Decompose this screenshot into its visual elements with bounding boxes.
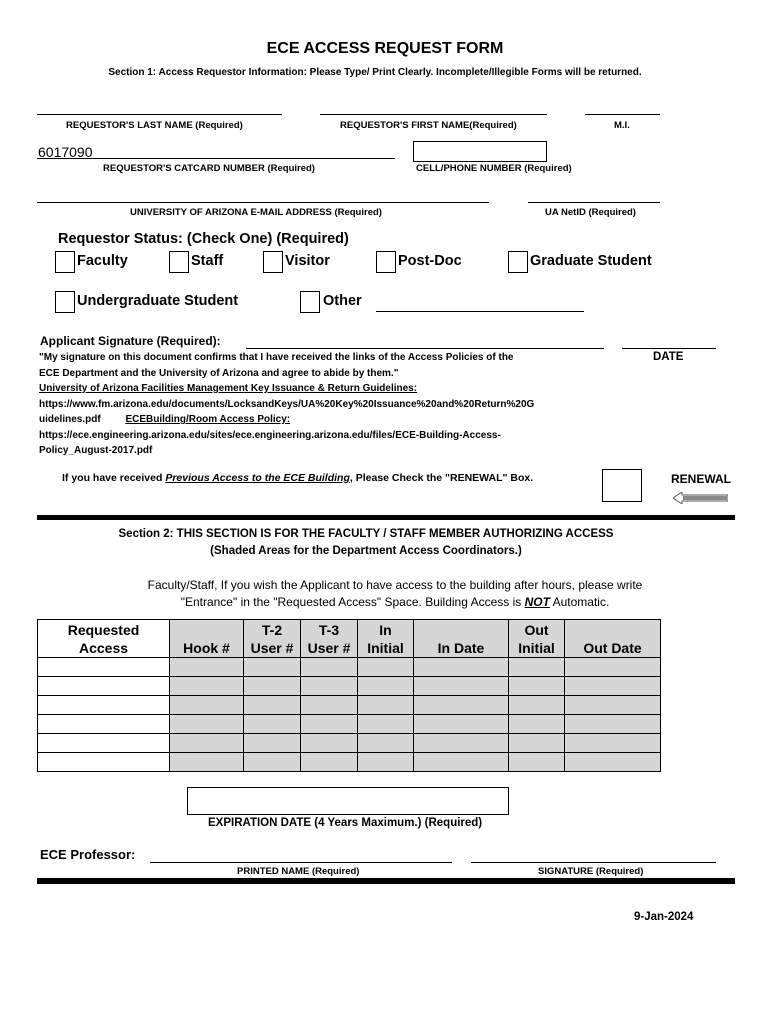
header-t3-user: T-3 User #: [301, 620, 358, 658]
date-field[interactable]: [622, 348, 716, 349]
staff-checkbox[interactable]: [169, 251, 189, 273]
signature-statement-line-1: "My signature on this document confirms that I have received the links of the Access Policies of the: [39, 352, 514, 363]
undergraduate-student-checkbox[interactable]: [55, 291, 75, 313]
header-in-initial: In Initial: [358, 620, 414, 658]
not-emphasis: NOT: [524, 595, 550, 609]
catcard-label: REQUESTOR'S CATCARD NUMBER (Required): [103, 163, 315, 174]
header-requested-access: Requested Access: [38, 620, 170, 658]
table-row: [38, 696, 661, 715]
fm-guidelines-title: University of Arizona Facilities Management Key Issuance & Return Guidelines:: [39, 383, 418, 394]
bottom-divider: [37, 878, 735, 884]
section2-heading: Section 2: THIS SECTION IS FOR THE FACULTY / STAFF MEMBER AUTHORIZING ACCESS: [118, 528, 614, 540]
other-field[interactable]: [376, 311, 584, 312]
arrow-icon: [673, 491, 728, 509]
expiration-date-field[interactable]: [187, 787, 509, 815]
faculty-label: Faculty: [77, 253, 128, 269]
previous-access-link: Previous Access to the ECE Building: [165, 472, 350, 484]
postdoc-checkbox[interactable]: [376, 251, 396, 273]
header-hook: Hook #: [170, 620, 244, 658]
table-row: [38, 715, 661, 734]
form-title: ECE ACCESS REQUEST FORM: [266, 40, 504, 57]
requested-access-cell[interactable]: [38, 753, 170, 772]
table-row: [38, 658, 661, 677]
table-row: [38, 734, 661, 753]
fm-guidelines-url-1[interactable]: https://www.fm.arizona.edu/documents/LocksandKeys/UA%20Key%20Issuance%20and%20Return%20G: [39, 398, 535, 410]
requested-access-cell[interactable]: [38, 734, 170, 753]
netid-field[interactable]: [528, 186, 660, 202]
printed-name-label: PRINTED NAME (Required): [237, 866, 360, 877]
other-checkbox[interactable]: [300, 291, 320, 313]
last-name-field[interactable]: [37, 98, 282, 114]
ece-policy-url-2[interactable]: Policy_August-2017.pdf: [39, 445, 153, 456]
postdoc-label: Post-Doc: [398, 253, 462, 269]
phone-field[interactable]: [413, 141, 547, 162]
expiration-date-label: EXPIRATION DATE (4 Years Maximum.) (Required): [208, 817, 483, 829]
fm-guidelines-url-2[interactable]: uidelines.pdf: [39, 414, 101, 425]
signature-statement-line-2: ECE Department and the University of Arizona and agree to abide by them.": [39, 367, 399, 379]
applicant-signature-field[interactable]: [246, 348, 604, 349]
section2-instruction-1: Faculty/Staff, If you wish the Applicant to have access to the building after hours, please write: [147, 578, 643, 592]
renewal-checkbox[interactable]: [602, 469, 642, 502]
mi-label: M.I.: [614, 120, 630, 131]
header-out-initial: Out Initial: [509, 620, 565, 658]
mi-field[interactable]: [585, 98, 660, 114]
professor-signature-label: SIGNATURE (Required): [538, 866, 644, 877]
email-label: UNIVERSITY OF ARIZONA E-MAIL ADDRESS (Required): [130, 207, 382, 218]
access-table: [37, 619, 661, 772]
other-label: Other: [323, 293, 362, 309]
netid-label: UA NetID (Required): [545, 207, 636, 218]
section2-instruction-2b: Automatic.: [549, 595, 610, 609]
visitor-label: Visitor: [285, 253, 330, 269]
requested-access-cell[interactable]: [38, 715, 170, 734]
renewal-suffix: , Please Check the "RENEWAL" Box.: [349, 472, 534, 484]
requested-access-cell[interactable]: [38, 696, 170, 715]
ece-policy-url-1[interactable]: https://ece.engineering.arizona.edu/sites/ece.engineering.arizona.edu/files/ECE-Building-Access-: [39, 429, 501, 441]
header-in-date: In Date: [414, 620, 509, 658]
requested-access-cell[interactable]: [38, 658, 170, 677]
first-name-field[interactable]: [320, 98, 547, 114]
footer-date: 9-Jan-2024: [634, 911, 694, 923]
section2-instruction-2a: "Entrance" in the "Requested Access" Space. Building Access is: [180, 595, 525, 609]
applicant-signature-label: Applicant Signature (Required):: [40, 334, 221, 348]
section-divider: [37, 515, 735, 520]
first-name-label: REQUESTOR'S FIRST NAME(Required): [340, 120, 517, 131]
professor-signature-field[interactable]: [471, 862, 716, 863]
section2-subheading: (Shaded Areas for the Department Access Coordinators.): [210, 545, 522, 557]
graduate-student-label: Graduate Student: [530, 253, 652, 269]
section1-heading: Section 1: Access Requestor Information: Please Type/ Print Clearly. Incomplete/Illegible Forms will be returned.: [108, 67, 642, 78]
graduate-student-checkbox[interactable]: [508, 251, 528, 273]
ece-professor-label: ECE Professor:: [40, 847, 136, 862]
table-row: [38, 753, 661, 772]
status-heading: Requestor Status: (Check One) (Required): [58, 231, 349, 247]
requested-access-cell[interactable]: [38, 677, 170, 696]
table-row: [38, 677, 661, 696]
date-label: DATE: [653, 351, 684, 363]
email-field[interactable]: [37, 186, 489, 202]
faculty-checkbox[interactable]: [55, 251, 75, 273]
last-name-label: REQUESTOR'S LAST NAME (Required): [66, 120, 243, 131]
visitor-checkbox[interactable]: [263, 251, 283, 273]
undergraduate-student-label: Undergraduate Student: [77, 293, 239, 309]
professor-printed-name-field[interactable]: [150, 862, 452, 863]
catcard-field[interactable]: 6017090: [38, 144, 93, 160]
header-t2-user: T-2 User #: [244, 620, 301, 658]
header-out-date: Out Date: [565, 620, 661, 658]
renewal-prefix: If you have received: [62, 472, 163, 484]
staff-label: Staff: [191, 253, 224, 269]
renewal-label: RENEWAL: [671, 472, 731, 486]
ece-policy-title: ECEBuilding/Room Access Policy:: [125, 414, 291, 425]
phone-label: CELL/PHONE NUMBER (Required): [416, 163, 572, 174]
